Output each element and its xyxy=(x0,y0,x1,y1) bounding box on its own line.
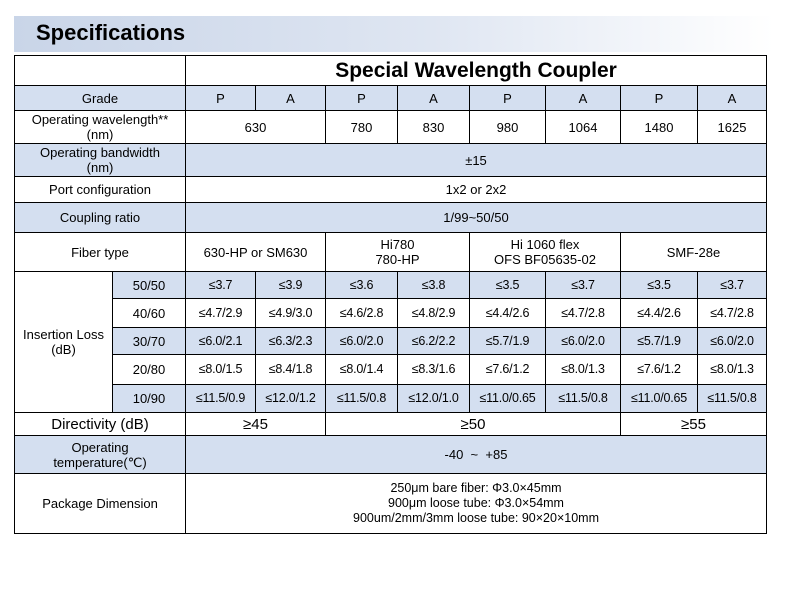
insertion-loss-cell: ≤8.3/1.6 xyxy=(398,355,470,385)
wavelength-cell: 630 xyxy=(186,111,326,144)
package-dimension-value xyxy=(186,474,767,534)
insertion-loss-cell: ≤3.5 xyxy=(470,272,546,299)
insertion-loss-cell: ≤11.5/0.8 xyxy=(546,385,621,413)
directivity-label: Directivity (dB) xyxy=(15,413,186,436)
ratio-cell: 50/50 xyxy=(113,272,186,299)
insertion-loss-cell: ≤7.6/1.2 xyxy=(470,355,546,385)
insertion-loss-row xyxy=(15,385,767,413)
fiber-type-cell: SMF-28e xyxy=(621,233,767,272)
operating-wavelength-label: Operating wavelength** (nm) xyxy=(15,111,186,144)
insertion-loss-row xyxy=(15,328,767,355)
insertion-loss-cell: ≤4.9/3.0 xyxy=(256,299,326,328)
wavelength-cell: 830 xyxy=(398,111,470,144)
insertion-loss-cell: ≤8.4/1.8 xyxy=(256,355,326,385)
coupling-ratio-value: 1/99~50/50 xyxy=(186,203,767,233)
insertion-loss-cell: ≤11.5/0.8 xyxy=(698,385,767,413)
fiber-type-cell: Hi780 780-HP xyxy=(326,233,470,272)
directivity-cell: ≥55 xyxy=(621,413,767,436)
insertion-loss-cell: ≤6.0/2.0 xyxy=(546,328,621,355)
wavelength-cell: 1480 xyxy=(621,111,698,144)
insertion-loss-cell: ≤3.7 xyxy=(186,272,256,299)
grade-cell: A xyxy=(398,86,470,111)
insertion-loss-cell: ≤3.5 xyxy=(621,272,698,299)
grade-label: Grade xyxy=(15,86,186,111)
title-row xyxy=(15,56,767,86)
operating-temperature-value: -40 ~ +85 xyxy=(186,436,767,474)
insertion-loss-cell: ≤4.7/2.9 xyxy=(186,299,256,328)
insertion-loss-label: Insertion Loss (dB) xyxy=(15,272,113,413)
insertion-loss-cell: ≤6.0/2.0 xyxy=(698,328,767,355)
operating-temperature-row xyxy=(15,436,767,474)
operating-bandwidth-row xyxy=(15,144,767,177)
fiber-type-label: Fiber type xyxy=(15,233,186,272)
wavelength-cell: 1064 xyxy=(546,111,621,144)
directivity-row xyxy=(15,413,767,436)
fiber-type-cell: 630-HP or SM630 xyxy=(186,233,326,272)
package-line: 900μm loose tube: Φ3.0×54mm xyxy=(388,496,564,510)
package-line: 900um/2mm/3mm loose tube: 90×20×10mm xyxy=(353,511,599,525)
insertion-loss-cell: ≤12.0/1.0 xyxy=(398,385,470,413)
wavelength-cell: 980 xyxy=(470,111,546,144)
insertion-loss-cell: ≤6.0/2.0 xyxy=(326,328,398,355)
grade-row xyxy=(15,86,767,111)
operating-bandwidth-label: Operating bandwidth (nm) xyxy=(15,144,186,177)
insertion-loss-cell: ≤4.4/2.6 xyxy=(470,299,546,328)
grade-cell: P xyxy=(470,86,546,111)
insertion-loss-cell: ≤11.0/0.65 xyxy=(621,385,698,413)
insertion-loss-row xyxy=(15,272,767,299)
insertion-loss-cell: ≤4.7/2.8 xyxy=(698,299,767,328)
insertion-loss-cell: ≤6.2/2.2 xyxy=(398,328,470,355)
insertion-loss-cell: ≤8.0/1.3 xyxy=(546,355,621,385)
package-line: 250μm bare fiber: Φ3.0×45mm xyxy=(390,481,562,495)
wavelength-cell: 780 xyxy=(326,111,398,144)
ratio-cell: 40/60 xyxy=(113,299,186,328)
ratio-cell: 30/70 xyxy=(113,328,186,355)
grade-cell: P xyxy=(186,86,256,111)
insertion-loss-cell: ≤4.6/2.8 xyxy=(326,299,398,328)
insertion-loss-cell: ≤8.0/1.4 xyxy=(326,355,398,385)
operating-temperature-label: Operating temperature(℃) xyxy=(15,436,186,474)
insertion-loss-cell: ≤3.7 xyxy=(546,272,621,299)
package-dimension-label: Package Dimension xyxy=(15,474,186,534)
wavelength-cell: 1625 xyxy=(698,111,767,144)
insertion-loss-cell: ≤4.7/2.8 xyxy=(546,299,621,328)
insertion-loss-cell: ≤3.6 xyxy=(326,272,398,299)
package-dimension-row xyxy=(15,474,767,534)
insertion-loss-cell: ≤6.0/2.1 xyxy=(186,328,256,355)
ratio-cell: 10/90 xyxy=(113,385,186,413)
insertion-loss-cell: ≤11.5/0.9 xyxy=(186,385,256,413)
insertion-loss-cell: ≤3.8 xyxy=(398,272,470,299)
operating-bandwidth-value: ±15 xyxy=(186,144,767,177)
grade-cell: P xyxy=(326,86,398,111)
fiber-type-cell: Hi 1060 flex OFS BF05635-02 xyxy=(470,233,621,272)
grade-cell: A xyxy=(546,86,621,111)
ratio-cell: 20/80 xyxy=(113,355,186,385)
port-configuration-value: 1x2 or 2x2 xyxy=(186,177,767,203)
specifications-table xyxy=(14,55,767,534)
insertion-loss-cell: ≤8.0/1.3 xyxy=(698,355,767,385)
insertion-loss-cell: ≤7.6/1.2 xyxy=(621,355,698,385)
insertion-loss-cell: ≤11.5/0.8 xyxy=(326,385,398,413)
insertion-loss-cell: ≤3.9 xyxy=(256,272,326,299)
grade-cell: P xyxy=(621,86,698,111)
operating-wavelength-row xyxy=(15,111,767,144)
directivity-cell: ≥45 xyxy=(186,413,326,436)
section-header xyxy=(14,16,774,52)
coupling-ratio-label: Coupling ratio xyxy=(15,203,186,233)
port-configuration-label: Port configuration xyxy=(15,177,186,203)
section-title: Specifications xyxy=(36,20,186,45)
insertion-loss-row xyxy=(15,355,767,385)
product-title: Special Wavelength Coupler xyxy=(186,56,767,86)
empty-corner-cell xyxy=(15,56,186,86)
port-configuration-row xyxy=(15,177,767,203)
directivity-cell: ≥50 xyxy=(326,413,621,436)
insertion-loss-cell: ≤11.0/0.65 xyxy=(470,385,546,413)
coupling-ratio-row xyxy=(15,203,767,233)
insertion-loss-cell: ≤4.8/2.9 xyxy=(398,299,470,328)
insertion-loss-cell: ≤3.7 xyxy=(698,272,767,299)
insertion-loss-cell: ≤4.4/2.6 xyxy=(621,299,698,328)
insertion-loss-row xyxy=(15,299,767,328)
fiber-type-row xyxy=(15,233,767,272)
insertion-loss-cell: ≤8.0/1.5 xyxy=(186,355,256,385)
insertion-loss-cell: ≤5.7/1.9 xyxy=(470,328,546,355)
insertion-loss-cell: ≤12.0/1.2 xyxy=(256,385,326,413)
insertion-loss-cell: ≤5.7/1.9 xyxy=(621,328,698,355)
grade-cell: A xyxy=(256,86,326,111)
insertion-loss-cell: ≤6.3/2.3 xyxy=(256,328,326,355)
grade-cell: A xyxy=(698,86,767,111)
